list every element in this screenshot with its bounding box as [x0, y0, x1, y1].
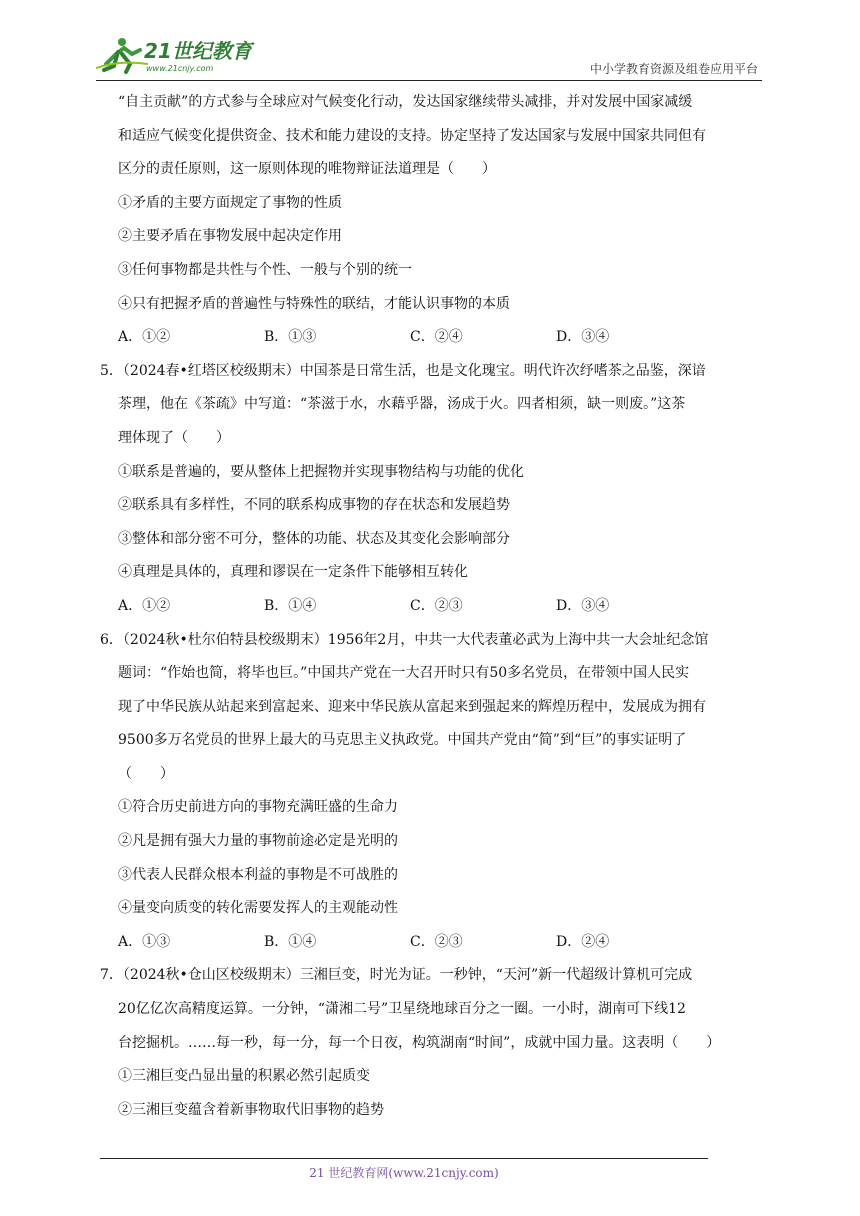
question-7	[100, 959, 764, 1127]
footer-divider	[100, 1158, 708, 1159]
choice-d: D．②④	[556, 933, 610, 950]
svg-text:www.21cnjy.com: www.21cnjy.com	[146, 64, 214, 73]
question-continued	[118, 86, 764, 355]
choice-d: D．③④	[556, 329, 610, 346]
question-line: 5．（2024春•红塔区校级期末）中国茶是日常生活，也是文化瑰宝。明代许次纾嗜茶之品鉴，深谙	[100, 362, 706, 379]
question-line: 理体现了（ ）	[118, 429, 230, 446]
choice-b: B．①④	[264, 597, 317, 614]
statement-option: ②联系具有多样性，不同的联系构成事物的存在状态和发展趋势	[118, 497, 510, 514]
site-logo	[96, 34, 256, 76]
choice-b: B．①④	[264, 933, 317, 950]
statement-option: ④量变向质变的转化需要发挥人的主观能动性	[118, 900, 398, 917]
choice-a: A．①③	[118, 933, 171, 950]
choice-b: B．①③	[264, 329, 317, 346]
question-line: 20亿亿次高精度运算。一分钟，“潇湘二号”卫星绕地球百分之一圈。一小时，湖南可下线12	[118, 1001, 686, 1018]
answer-choices	[118, 590, 764, 624]
statement-option: ④真理是具体的，真理和谬误在一定条件下能够相互转化	[118, 564, 468, 581]
question-5	[100, 355, 764, 624]
page-content	[100, 86, 764, 1127]
choice-c: C．②③	[410, 597, 463, 614]
choice-a: A．①②	[118, 329, 171, 346]
statement-option: ①符合历史前进方向的事物充满旺盛的生命力	[118, 799, 398, 816]
question-line: “自主贡献”的方式参与全球应对气候变化行动，发达国家继续带头减排，并对发展中国家减缓	[118, 94, 693, 110]
question-6	[100, 624, 764, 960]
statement-option: ①矛盾的主要方面规定了事物的性质	[118, 194, 342, 211]
choice-c: C．②③	[410, 933, 463, 950]
answer-choices	[118, 926, 764, 960]
choice-a: A．①②	[118, 597, 171, 614]
choice-c: C．②④	[410, 329, 463, 346]
statement-option: ①联系是普遍的，要从整体上把握物并实现事物结构与功能的优化	[118, 463, 524, 480]
answer-choices	[118, 321, 764, 355]
statement-option: ④只有把握矛盾的普遍性与特殊性的联结，才能认识事物的本质	[118, 295, 510, 312]
question-line: 茶理，他在《茶疏》中写道：“茶滋于水，水藉乎器，汤成于火。四者相须，缺一则废。”这茶	[118, 396, 686, 413]
page-header	[96, 30, 762, 81]
svg-text:21世纪教育: 21世纪教育	[144, 39, 252, 63]
choice-d: D．③④	[556, 597, 610, 614]
statement-option: ③任何事物都是共性与个性、一般与个别的统一	[118, 261, 412, 278]
statement-option: ③代表人民群众根本利益的事物是不可战胜的	[118, 866, 398, 883]
statement-option: ①三湘巨变凸显出量的积累必然引起质变	[118, 1068, 370, 1085]
platform-name: 中小学教育资源及组卷应用平台	[589, 62, 758, 76]
question-line: 题词：“作始也简，将毕也巨。”中国共产党在一大召开时只有50多名党员，在带领中国人民实	[118, 665, 690, 682]
page-footer: 21 世纪教育网(www.21cnjy.com)	[309, 1166, 499, 1180]
statement-option: ②主要矛盾在事物发展中起决定作用	[118, 228, 342, 245]
statement-option: ②凡是拥有强大力量的事物前途必定是光明的	[118, 833, 398, 850]
statement-option: ③整体和部分密不可分，整体的功能、状态及其变化会影响部分	[118, 530, 510, 547]
question-line: 6．（2024秋•杜尔伯特县校级期末）1956年2月，中共一大代表董必武为上海中共一大会址纪念馆	[100, 631, 709, 648]
question-line: 7．（2024秋•仓山区校级期末）三湘巨变，时光为证。一秒钟，“天河”新一代超级计算机可完成	[100, 967, 693, 984]
question-line: 和适应气候变化提供资金、技术和能力建设的支持。协定坚持了发达国家与发展中国家共同但有	[118, 127, 706, 144]
statement-option: ②三湘巨变蕴含着新事物取代旧事物的趋势	[118, 1101, 384, 1118]
question-line: 现了中华民族从站起来到富起来、迎来中华民族从富起来到强起来的辉煌历程中，发展成为拥有	[118, 698, 706, 715]
question-line: 区分的责任原则，这一原则体现的唯物辩证法道理是（ ）	[118, 161, 496, 178]
question-line: （ ）	[118, 765, 174, 782]
question-line: 9500多万名党员的世界上最大的马克思主义执政党。中国共产党由“简”到“巨”的事实证明了	[118, 732, 687, 749]
question-line: 台挖掘机。……每一秒，每一分，每一个日夜，构筑湖南“时间”，成就中国力量。这表明（ ）	[118, 1034, 721, 1051]
